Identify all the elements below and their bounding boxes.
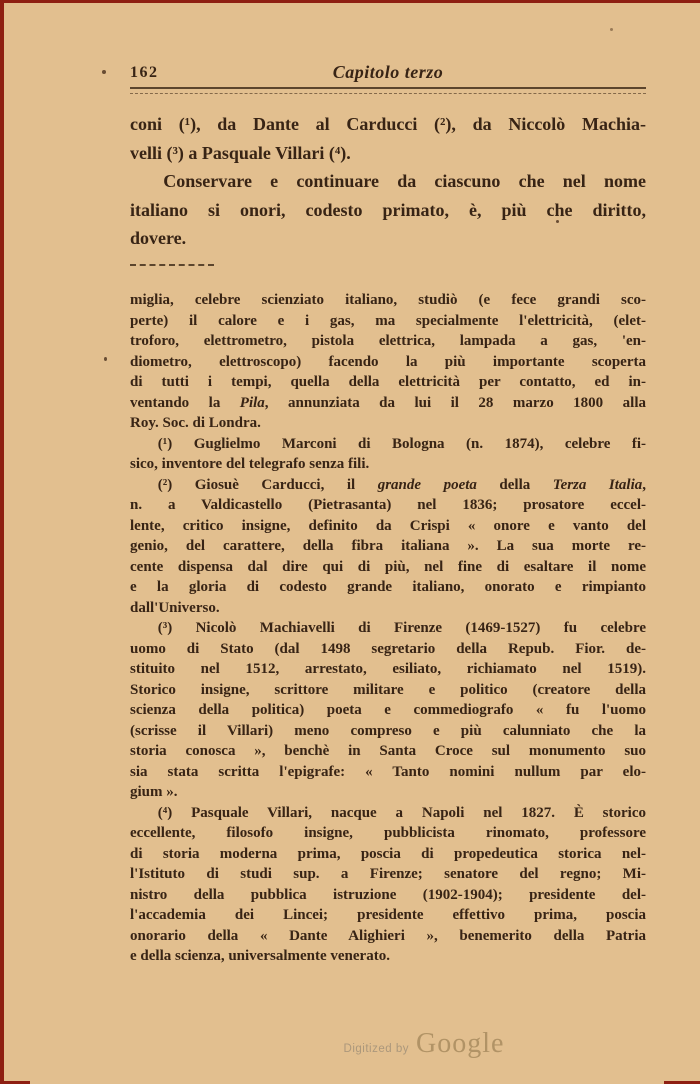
text-line: dovere.: [130, 228, 187, 249]
scan-speck: [104, 357, 107, 361]
chapter-title: Capitolo terzo: [332, 62, 444, 82]
text-line: coni (¹), da Dante al Carducci (²), da Niccolò Machia-: [130, 114, 646, 134]
text-line: stituito nel 1512, arrestato, esiliato, richiamato nel 1519).: [130, 661, 646, 677]
text-line: nistro della pubblica istruzione (1902-1904); presidente del-: [130, 886, 646, 903]
text-line: scienza della politica) poeta e commediografo « fu l'uomo: [130, 702, 646, 718]
page-header: [130, 62, 646, 84]
scan-edge-top: [0, 0, 700, 3]
page-number: 162: [130, 64, 159, 81]
text-line: diometro, elettroscopo) facendo la più importante scoperta: [130, 353, 646, 370]
body-text: [130, 110, 646, 253]
scan-edge-left: [0, 0, 4, 1084]
text-line: lente, critico insigne, definito da Crispi « onore e vanto del: [130, 517, 646, 534]
text-line: troforo, elettrometro, pistola elettrica, lampada a gas, 'en-: [130, 333, 646, 349]
text-line: genio, del carattere, della fibra italiana ». La sua morte re-: [130, 538, 646, 554]
text-line: cente dispensa dal dire qui di più, nel fine di esaltare il nome: [130, 558, 646, 575]
text-line: di storia moderna prima, poscia di propedeutica storica nel-: [130, 845, 646, 862]
text-line: onorario della « Dante Alighieri », benemerito della Patria: [130, 927, 646, 944]
text-line: (²) Giosuè Carducci, il grande poeta della Terza Italia,: [157, 476, 647, 493]
text-line: Storico insigne, scrittore militare e politico (creatore della: [130, 681, 646, 698]
text-line: n. a Valdicastello (Pietrasanta) nel 1836; prosatore eccel-: [130, 497, 646, 513]
text-line: Conservare e continuare da ciascuno che nel nome: [163, 171, 646, 192]
text-line: gium ».: [130, 784, 178, 800]
text-line: sia stata scritta l'epigrafe: « Tanto nomini nullum par elo-: [130, 763, 646, 780]
text-line: ventando la Pila, annunziata da lui il 28 marzo 1800 alla: [130, 394, 646, 411]
text-line: dall'Universo.: [130, 599, 220, 616]
text-line: perte) il calore e i gas, ma specialmente l'elettricità, (elet-: [130, 312, 646, 329]
text-line: (³) Nicolò Machiavelli di Firenze (1469-1527) fu celebre: [157, 620, 646, 636]
text-line: uomo di Stato (dal 1498 segretario della Repub. Fior. de-: [130, 640, 646, 657]
text-line: miglia, celebre scienziato italiano, studiò (e fece grandi sco-: [130, 292, 646, 308]
footnote-separator: [130, 264, 214, 266]
text-line: e della scienza, universalmente venerato.: [130, 948, 390, 964]
text-line: velli (³) a Pasquale Villari (⁴).: [130, 142, 351, 163]
scan-speck: [556, 220, 559, 223]
footnotes-block: [130, 290, 646, 967]
text-line: l'Istituto di studi sup. a Firenze; senatore del regno; Mi-: [130, 866, 646, 882]
scan-speck: [610, 28, 613, 31]
header-rule: [130, 87, 646, 94]
text-line: (⁴) Pasquale Villari, nacque a Napoli nel 1827. È storico: [157, 804, 646, 821]
scan-speck: [102, 70, 106, 74]
text-line: di tutti i tempi, quella della elettricità per contatto, ed in-: [130, 374, 646, 390]
watermark: [344, 1028, 505, 1060]
text-line: (¹) Guglielmo Marconi di Bologna (n. 1874), celebre fi-: [157, 435, 646, 452]
text-line: e la gloria di codesto grande italiano, onorato e rimpianto: [130, 579, 646, 595]
text-line: sico, inventore del telegrafo senza fili.: [130, 456, 370, 472]
watermark-prefix: Digitized by: [343, 1043, 410, 1055]
text-line: (scrisse il Villari) meno compreso e più calunniato che la: [130, 722, 646, 739]
text-line: italiano si onori, codesto primato, è, più che diritto,: [130, 199, 646, 220]
text-line: eccellente, filosofo insigne, pubblicista rinomato, professore: [130, 825, 646, 841]
google-logo: Google: [416, 1028, 505, 1059]
text-line: l'accademia dei Lincei; presidente effettivo prima, poscia: [130, 907, 646, 923]
text-line: Roy. Soc. di Londra.: [130, 415, 261, 431]
text-line: storia conosca », benchè in Santa Croce sul monumento suo: [130, 743, 646, 759]
